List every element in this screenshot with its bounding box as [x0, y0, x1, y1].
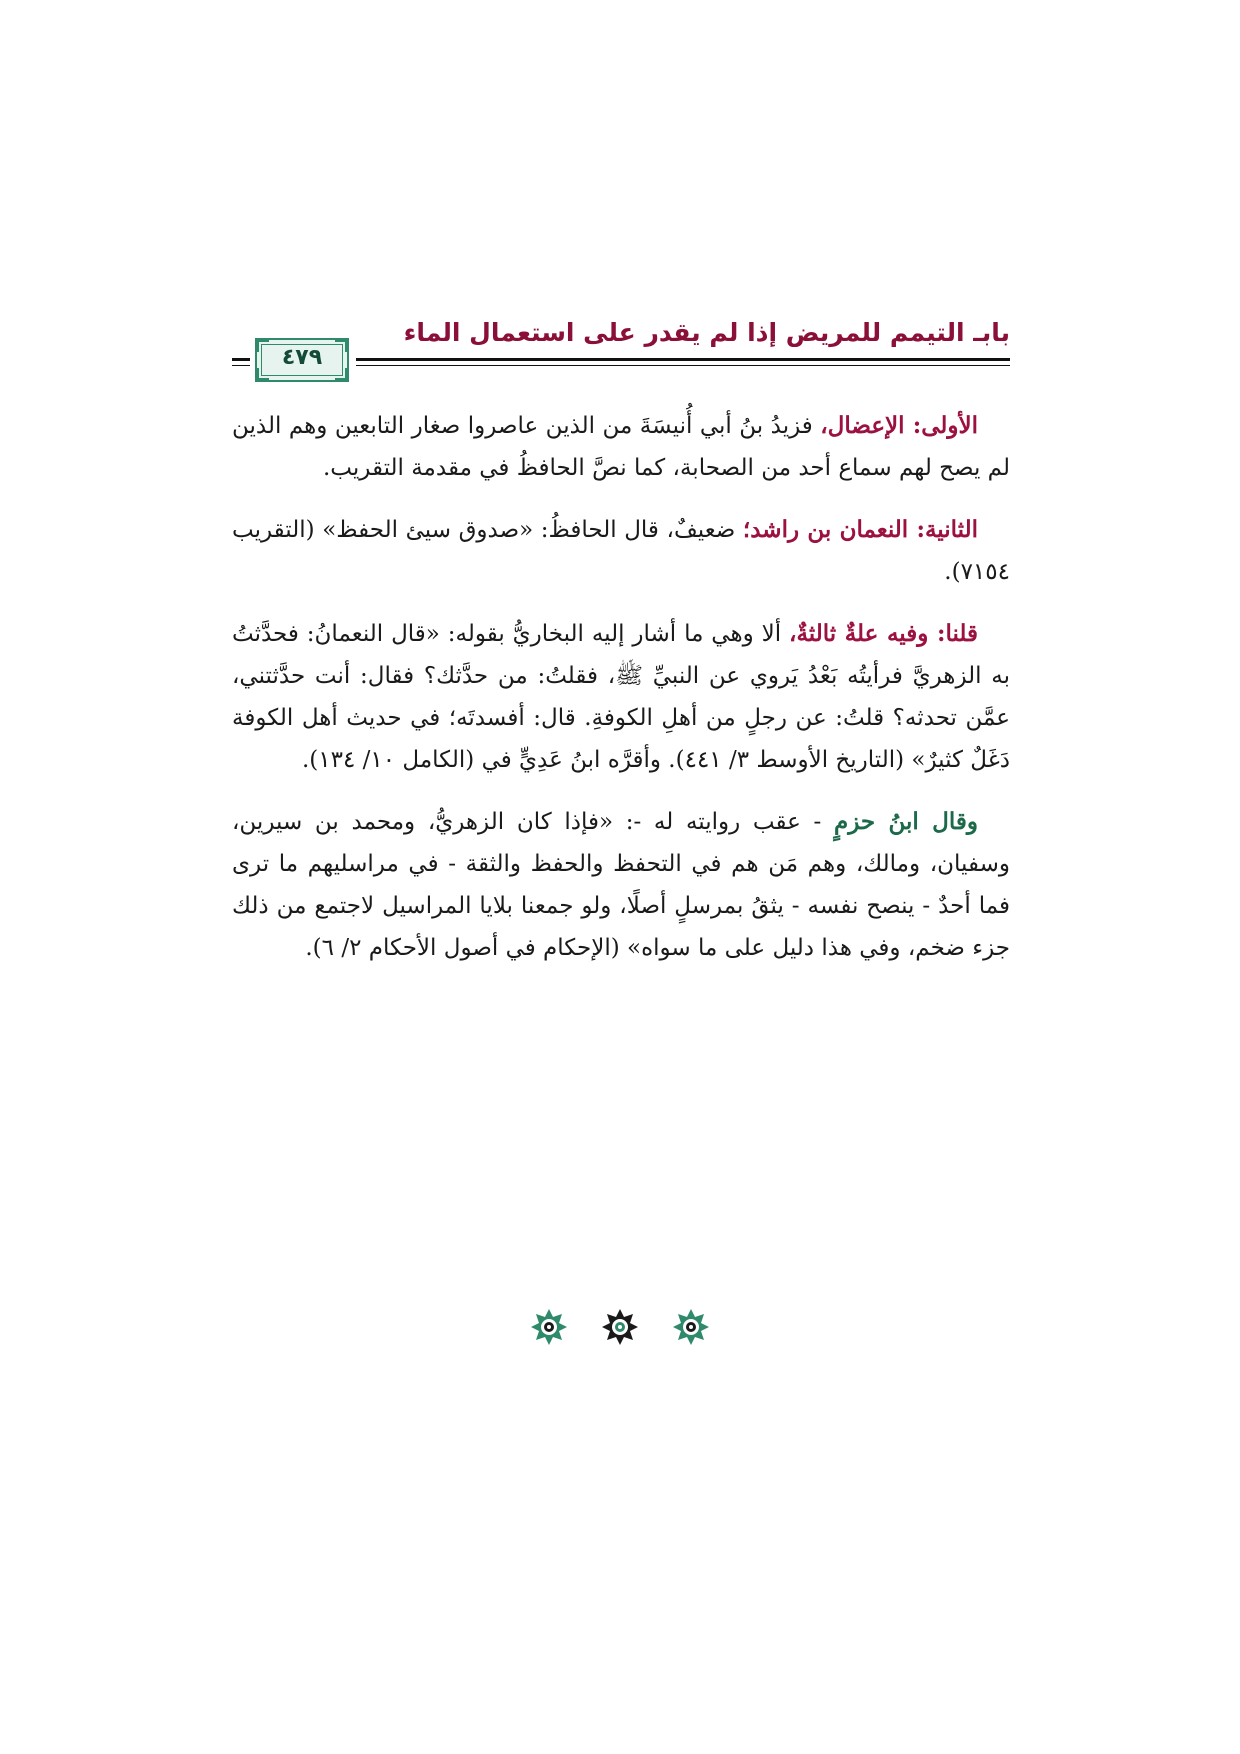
chapter-title: بابـ التيمم للمريض إذا لم يقدر على استعمال الماء [403, 318, 1010, 347]
paragraph-3 [232, 613, 1010, 781]
paragraph-body: فزيدُ بنُ أبي أُنيسَةَ من الذين عاصروا صغار التابعين وهم الذين لم يصح لهم سماع أحد من الصحابة، كما نصَّ الحافظُ في مقدمة التقريب. [232, 413, 1010, 481]
page-number-badge [255, 338, 349, 382]
paragraph-2 [232, 509, 1010, 593]
paragraph-lead: الثانية: النعمان بن راشد؛ [742, 516, 978, 543]
page-number: ٤٧٩ [281, 345, 323, 370]
paragraph-lead: الأولى: الإعضال، [820, 412, 979, 439]
header-rule-right [356, 358, 1010, 361]
paragraph-4 [232, 801, 1010, 969]
paragraph-1 [232, 405, 1010, 489]
paragraph-body: ألا وهي ما أشار إليه البخاريُّ بقوله: «قال النعمانُ: فحدَّثتُ به الزهريَّ فرأيتُه بَعْدُ يَروي عن النبيِّ ﷺ، فقلتُ: من حدَّثك؟ فقال: أنت حدَّثتني، عمَّن تحدثه؟ قلتُ: عن رجلٍ من أهلِ الكوفةِ. قال: أفسدتَه؛ في حديث أهل الكوفة دَغَلٌ كثيرٌ» (التاريخ الأوسط ٣/ ٤٤١). وأقرَّه ابنُ عَدِيٍّ في (الكامل ١٠/ ١٣٤). [232, 621, 1010, 773]
paragraph-lead: وقال ابنُ حزمٍ [833, 808, 978, 835]
paragraph-lead-prefix: قلنا: [928, 620, 978, 647]
section-end-ornament [530, 1307, 710, 1347]
header-rule-right-thin [356, 365, 1010, 366]
star-ornament-icon [601, 1308, 639, 1346]
header-rule-left [232, 358, 250, 361]
paragraph-body: - عقب روايته له -: «فإذا كان الزهريُّ، ومحمد بن سيرين، وسفيان، ومالك، وهم مَن هم في التحفظ والحفظ والثقة - في مراسليهم ما ترى فما أحدٌ - ينصح نفسه - يثقُ بمرسلٍ أصلًا، ولو جمعنا بلايا المراسيل لاجتمع من ذلك جزء ضخم، وفي هذا دليل على ما سواه» (الإحكام في أصول الأحكام ٢/ ٦). [232, 809, 1010, 961]
header-rule-left-thin [232, 365, 250, 366]
body-text [232, 405, 1010, 989]
page-header [232, 318, 1010, 382]
star-ornament-icon [672, 1308, 710, 1346]
paragraph-lead: وفيه علةٌ ثالثةٌ، [789, 620, 929, 647]
star-ornament-icon [530, 1308, 568, 1346]
paragraph-body: ضعيفٌ، قال الحافظُ: «صدوق سيئ الحفظ» (التقريب ٧١٥٤). [232, 517, 1010, 585]
